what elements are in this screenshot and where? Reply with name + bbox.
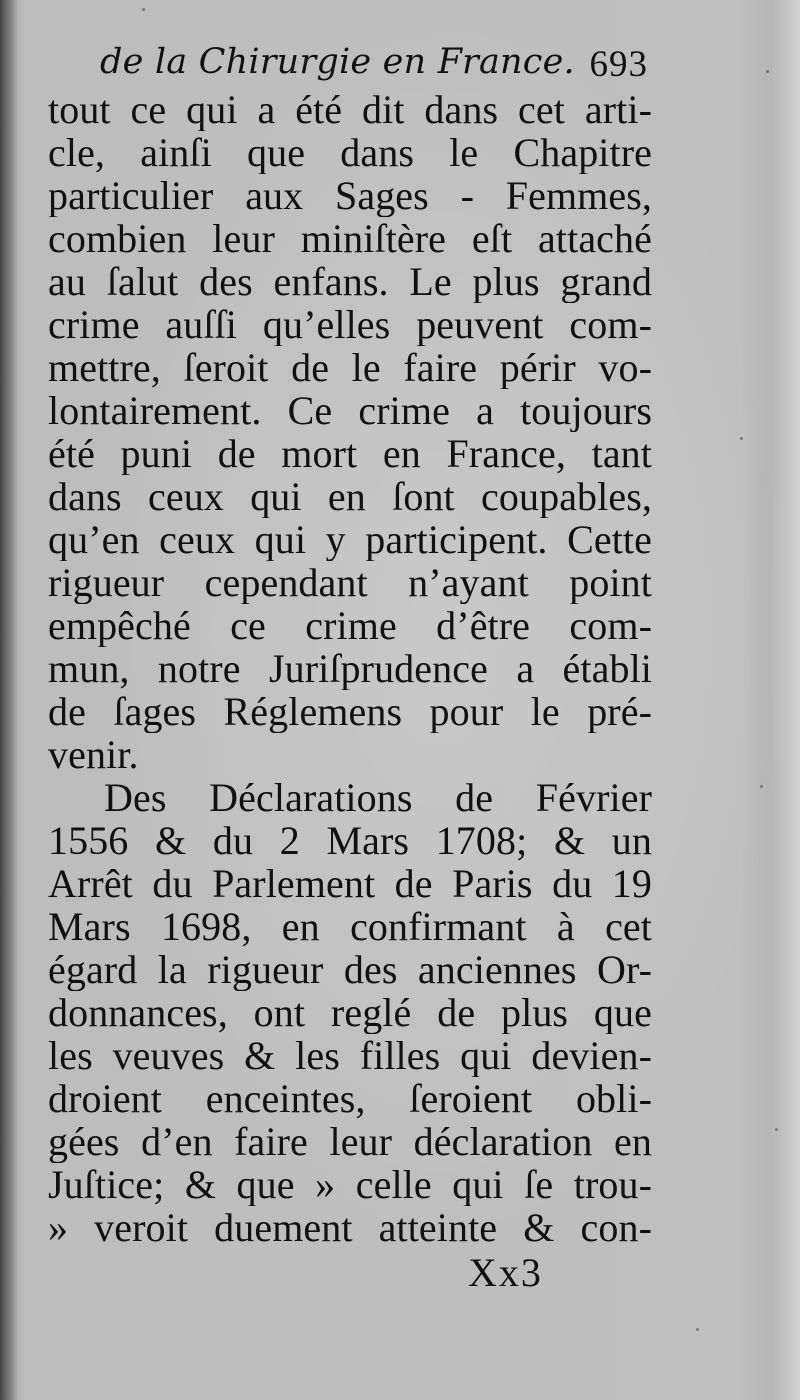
text-line: 1556 & du 2 Mars 1708; & un [48,819,652,862]
text-line: cle, ainſi que dans le Chapitre [48,131,652,174]
text-line: empêché ce crime d’être com- [48,604,652,647]
text-line: Arrêt du Parlement de Paris du 19 [48,862,652,905]
paragraph-first-line: Des Déclarations de Février [104,776,652,819]
paper-speck [775,1128,778,1131]
text-line: mun, notre Juriſprudence a établi [48,647,652,690]
paper-speck [740,437,743,440]
paper-speck [142,8,145,11]
text-line: Mars 1698, en confirmant à cet [48,905,652,948]
text-line: donnances, ont reglé de plus que [48,991,652,1034]
text-line: venir. [48,733,139,776]
text-line: » veroit duement atteinte & con- [48,1206,652,1249]
text-line: qu’en ceux qui y participent. Cette [48,518,652,561]
text-line: Juſtice; & que » celle qui ſe trou- [48,1163,652,1206]
text-line: mettre, ſeroit de le faire périr vo- [48,346,652,389]
page-number: 693 [589,44,648,85]
paper-speck [766,70,769,73]
body-text [48,88,652,1248]
signature-mark: Xx3 [468,1250,543,1295]
paper-speck [760,785,763,788]
text-line: lontairement. Ce crime a toujours [48,389,652,432]
text-line: les veuves & les filles qui devien- [48,1034,652,1077]
text-line: de ſages Réglemens pour le pré- [48,690,652,733]
running-title: de la Chirurgie en France. [100,42,575,82]
text-line: particulier aux Sages - Femmes, [48,174,652,217]
page-gutter-shadow [0,0,18,1400]
text-line: gées d’en faire leur déclaration en [48,1120,652,1163]
text-line: dans ceux qui en ſont coupables, [48,475,652,518]
text-line: combien leur miniſtère eſt attaché [48,217,652,260]
text-line: au ſalut des enfans. Le plus grand [48,260,652,303]
paper-speck [696,1328,699,1331]
text-line: tout ce qui a été dit dans cet arti- [48,88,652,131]
text-line: été puni de mort en France, tant [48,432,652,475]
text-line: égard la rigueur des anciennes Or- [48,948,652,991]
text-line: rigueur cependant n’ayant point [48,561,652,604]
text-line: crime auſſi qu’elles peuvent com- [48,303,652,346]
text-line: droient enceintes, ſeroient obli- [48,1077,652,1120]
